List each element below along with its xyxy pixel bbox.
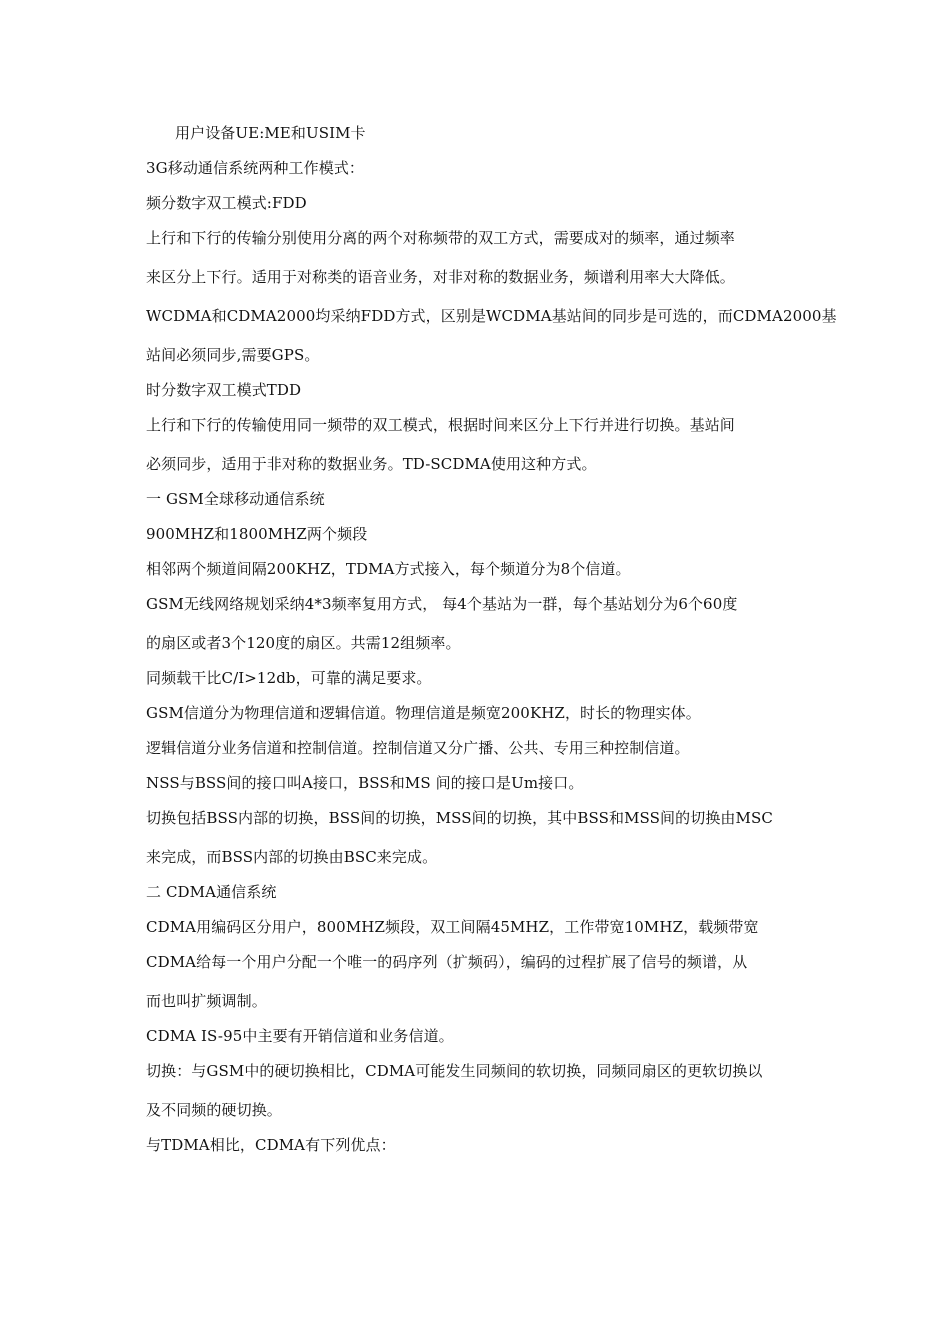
text-line: CDMA用编码区分用户，800MHZ频段，双工间隔45MHZ，工作带宽10MHZ，载频带宽 (146, 918, 759, 936)
text-line: 3G移动通信系统两种工作模式： (146, 159, 365, 177)
text-line: 与TDMA相比，CDMA有下列优点： (146, 1136, 396, 1154)
text-line: WCDMA和CDMA2000均采纳FDD方式，区别是WCDMA基站间的同步是可选的，而CDMA2000基 (146, 307, 837, 325)
text-line: 及不同频的硬切换。 (146, 1101, 282, 1119)
text-line: 频分数字双工模式:FDD (146, 194, 307, 212)
text-line: 相邻两个频道间隔200KHZ，TDMA方式接入，每个频道分为8个信道。 (146, 560, 631, 578)
text-line: GSM信道分为物理信道和逻辑信道。物理信道是频宽200KHZ，时长的物理实体。 (146, 704, 701, 722)
text-line: GSM无线网络规划采纳4*3频率复用方式， 每4个基站为一群，每个基站划分为6个60度 (146, 595, 738, 613)
text-line: 来完成，而BSS内部的切换由BSC来完成。 (146, 848, 438, 866)
text-line: 上行和下行的传输分别使用分离的两个对称频带的双工方式，需要成对的频率，通过频率 (146, 229, 735, 247)
text-line: 切换：与GSM中的硬切换相比，CDMA可能发生同频间的软切换，同频同扇区的更软切换以 (146, 1062, 763, 1080)
text-line: 900MHZ和1800MHZ两个频段 (146, 525, 368, 543)
text-line: 站间必须同步,需要GPS。 (146, 346, 320, 364)
text-line: 必须同步，适用于非对称的数据业务。TD-SCDMA使用这种方式。 (146, 455, 597, 473)
section-heading: 二 CDMA通信系统 (146, 883, 277, 901)
section-heading: 一 GSM全球移动通信系统 (146, 490, 325, 508)
text-line: 来区分上下行。适用于对称类的语音业务，对非对称的数据业务，频谱利用率大大降低。 (146, 268, 735, 286)
text-line: 时分数字双工模式TDD (146, 381, 302, 399)
text-line: CDMA给每一个用户分配一个唯一的码序列（扩频码），编码的过程扩展了信号的频谱，从 (146, 953, 748, 971)
text-line: 同频载干比C/I>12db，可靠的满足要求。 (146, 669, 432, 687)
text-line: NSS与BSS间的接口叫A接口，BSS和MS 间的接口是Um接口。 (146, 774, 584, 792)
text-line: 的扇区或者3个120度的扇区。共需12组频率。 (146, 634, 461, 652)
text-line: 而也叫扩频调制。 (146, 992, 267, 1010)
text-line: 上行和下行的传输使用同一频带的双工模式，根据时间来区分上下行并进行切换。基站间 (146, 416, 735, 434)
text-line: 用户设备UE:ME和USIM卡 (175, 124, 366, 142)
document-body (146, 122, 837, 1156)
text-line: 逻辑信道分业务信道和控制信道。控制信道又分广播、公共、专用三种控制信道。 (146, 739, 690, 757)
text-line: 切换包括BSS内部的切换，BSS间的切换，MSS间的切换，其中BSS和MSS间的切换由MSC (146, 809, 773, 827)
text-line: CDMA IS-95中主要有开销信道和业务信道。 (146, 1027, 454, 1045)
